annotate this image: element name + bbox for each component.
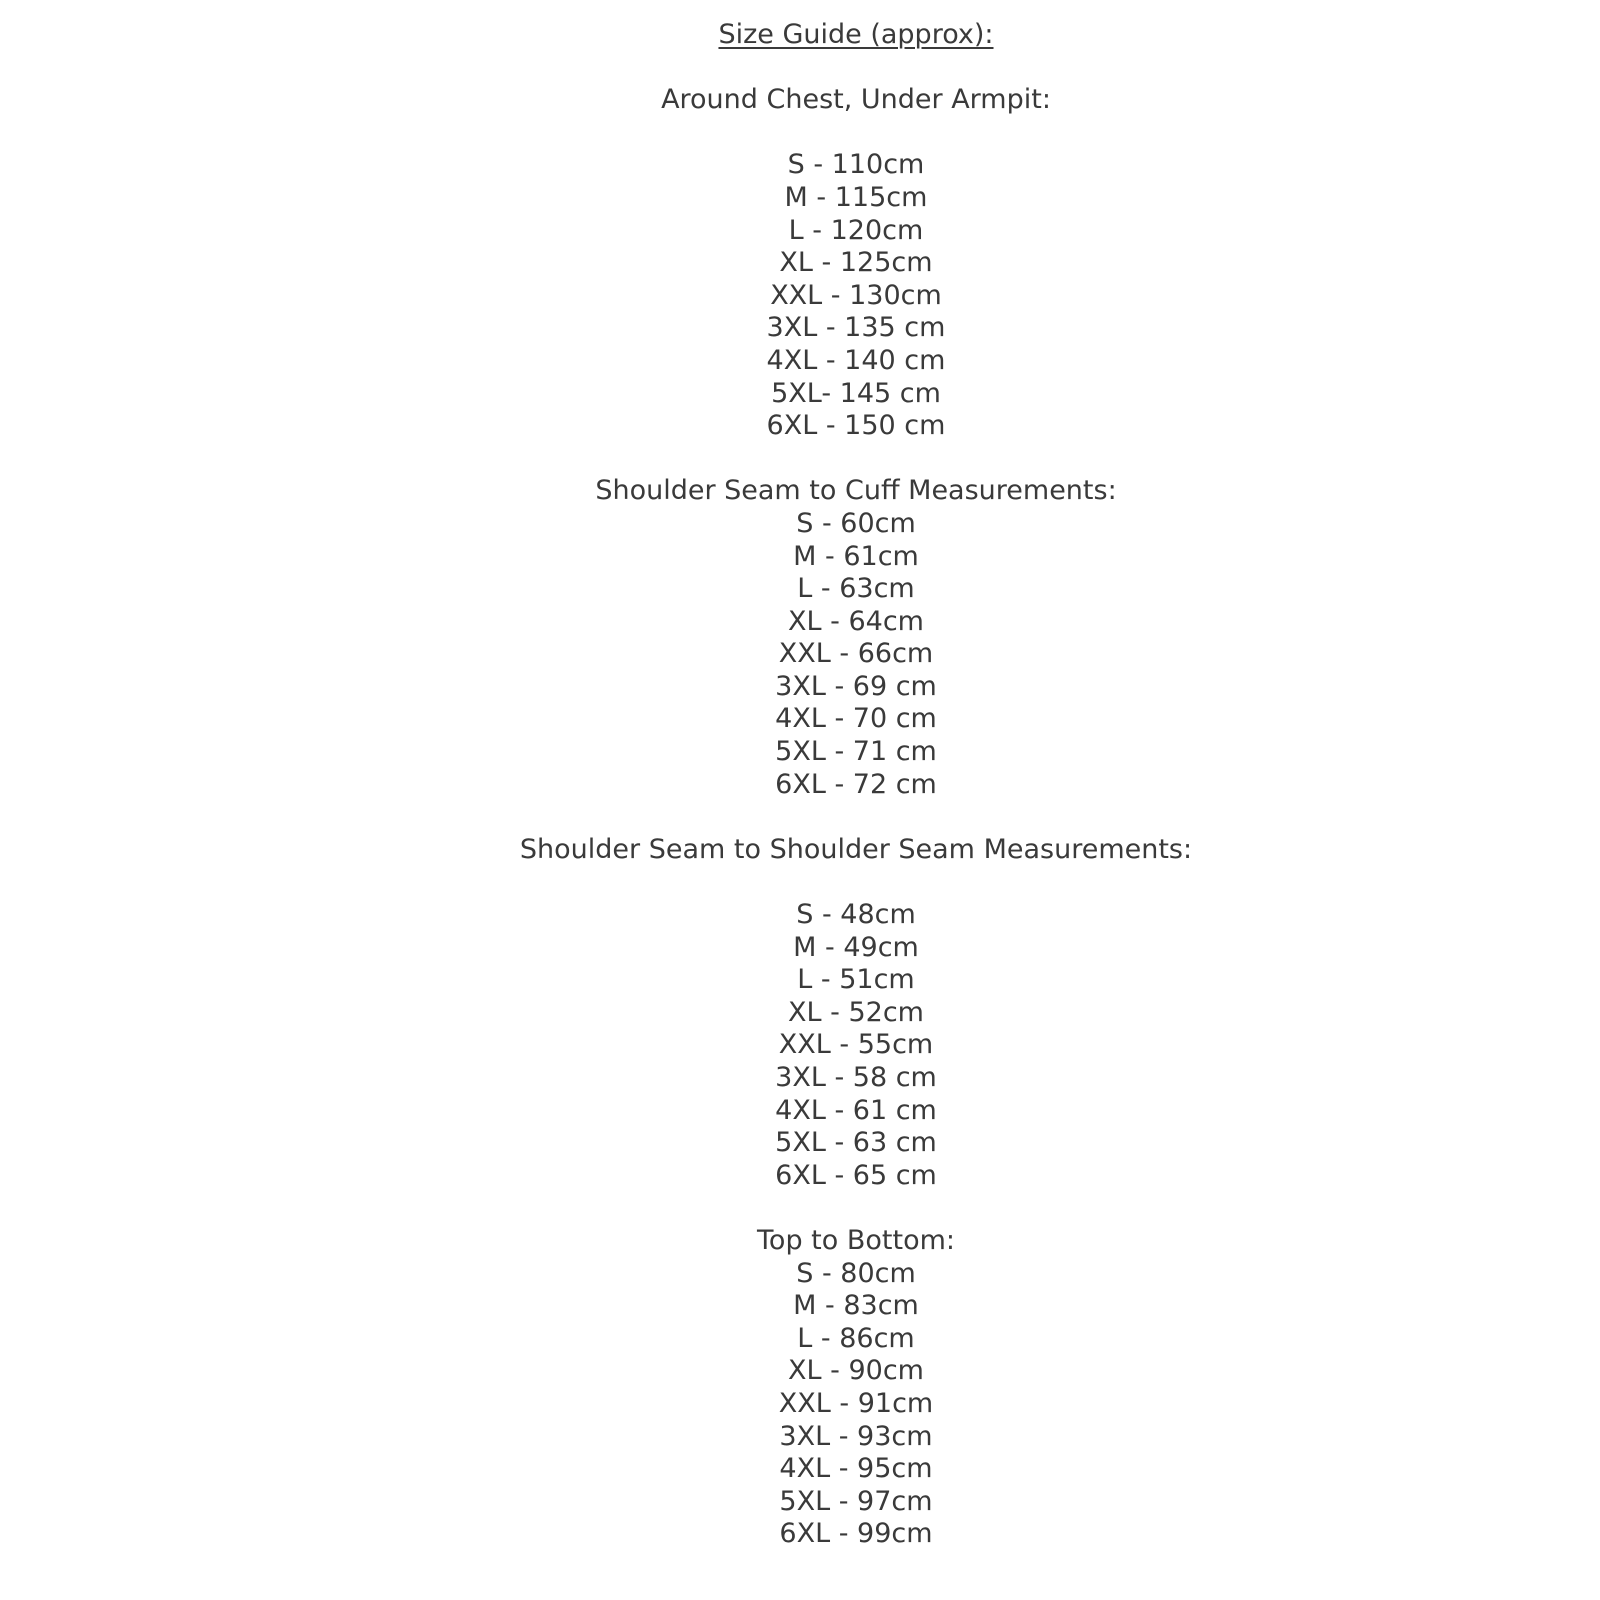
size-section [112,475,1600,801]
section-heading: Shoulder Seam to Shoulder Seam Measurements: [519,833,1193,865]
size-row: 6XL - 65 cm [775,1159,937,1191]
size-row: 4XL - 61 cm [775,1094,937,1126]
size-section [112,834,1600,1193]
size-row: L - 120cm [788,214,924,246]
size-row: 5XL - 97cm [779,1485,933,1517]
size-row: XL - 52cm [788,996,924,1028]
section-rows [112,899,1600,1192]
size-row: M - 61cm [793,540,919,572]
size-sections [112,84,1600,1551]
size-row: XXL - 55cm [778,1029,934,1061]
section-heading: Around Chest, Under Armpit: [661,84,1051,116]
size-row: S - 60cm [796,507,916,539]
size-row: 4XL - 140 cm [766,344,946,376]
size-row: 3XL - 69 cm [775,670,937,702]
size-row: 6XL - 72 cm [775,768,937,800]
size-row: 5XL - 71 cm [775,736,937,768]
section-rows [112,1258,1600,1551]
size-row: XXL - 130cm [770,279,942,311]
size-row: 4XL - 95cm [779,1453,933,1485]
size-row: 5XL- 145 cm [771,377,941,409]
section-heading: Shoulder Seam to Cuff Measurements: [595,475,1117,507]
size-row: XL - 125cm [779,247,933,279]
size-row: S - 110cm [787,149,925,181]
size-row: XL - 64cm [788,605,924,637]
size-row: L - 63cm [797,573,915,605]
size-row: L - 86cm [797,1322,915,1354]
size-row: S - 80cm [796,1257,916,1289]
size-row: XXL - 91cm [778,1387,934,1419]
size-row: M - 83cm [793,1290,919,1322]
size-row: M - 49cm [793,931,919,963]
size-row: L - 51cm [797,964,915,996]
size-row: XL - 90cm [788,1355,924,1387]
size-row: 5XL - 63 cm [775,1127,937,1159]
size-row: 4XL - 70 cm [775,703,937,735]
size-row: XXL - 66cm [778,638,934,670]
size-row: 3XL - 58 cm [775,1062,937,1093]
section-rows [112,508,1600,801]
section-rows [112,149,1600,442]
size-section [112,1225,1600,1551]
size-row: 3XL - 135 cm [766,312,946,344]
size-row: 6XL - 150 cm [766,410,946,442]
size-row: 6XL - 99cm [779,1518,933,1550]
section-heading: Top to Bottom: [757,1224,955,1256]
page-title: Size Guide (approx): [718,19,994,50]
size-section [112,84,1600,443]
size-row: 3XL - 93cm [779,1420,933,1452]
size-row: M - 115cm [784,181,928,213]
size-row: S - 48cm [796,899,916,931]
